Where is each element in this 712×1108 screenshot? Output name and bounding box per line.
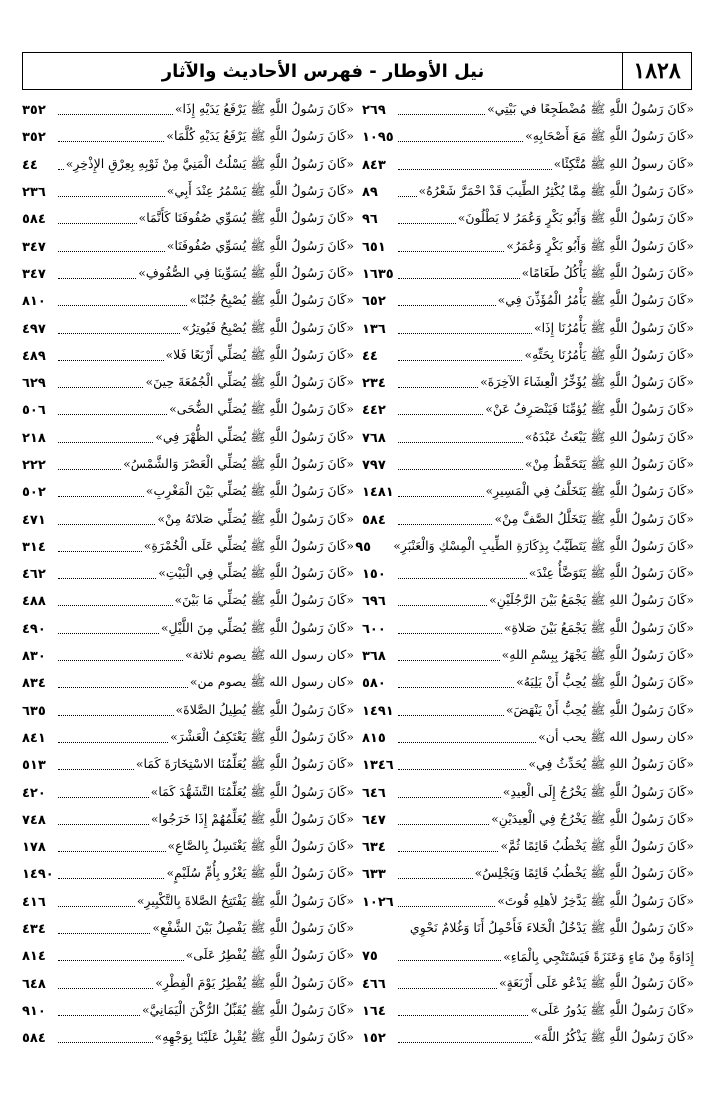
index-column-right: [355, 97, 694, 1052]
leader-dots: [58, 223, 137, 224]
hadith-text: «كَانَ رَسُولُ اللَّهِ ﷺ يُعَلِّمُنَا الاسْتِخَارَةَ كَمَا»: [135, 756, 354, 772]
leader-dots: [58, 797, 149, 798]
index-entry: [22, 834, 354, 861]
hadith-text: «كَانَ رَسُولُ اللَّهِ ﷺ يُقَبِّلُ الرُّكْنَ الْيَمَانِيَّ»: [141, 1001, 354, 1017]
leader-dots: [58, 114, 173, 115]
leader-dots: [398, 824, 489, 825]
leader-dots: [398, 878, 473, 879]
leader-dots: [58, 878, 164, 879]
leader-dots: [58, 1015, 140, 1016]
page-reference: ١٥٢: [362, 1031, 386, 1047]
page-reference: ٦٥٢: [362, 294, 386, 310]
index-entry: [22, 288, 354, 315]
hadith-text: «كَانَ رَسُولُ اللَّهِ ﷺ يُفْطِرُ يَوْمَ الْفِطْرِ»: [155, 974, 354, 990]
page-reference: ١٦٤: [362, 1003, 386, 1019]
hadith-text: «كَانَ رَسُولُ اللهِ ﷺ يَبْعَثُ عَبْدَهُ»: [524, 428, 694, 444]
index-entry: [362, 998, 694, 1025]
hadith-text: «كَانَ رَسُولُ اللَّهِ ﷺ يُصَلِّي أَرْبَعًا فَلا»: [165, 346, 354, 362]
page-reference: ٤٤: [22, 157, 38, 173]
hadith-text: «كَانَ رَسُولُ اللَّهِ ﷺ وَأَبُو بَكْرٍ وَعُمَرُ لا يَطْلُونَ»: [457, 210, 694, 226]
page-reference: ٢٣٦: [22, 185, 46, 201]
page-header: [22, 52, 692, 90]
page-reference: ٤٦٦: [362, 976, 386, 992]
hadith-text: «كَانَ رَسُولُ اللَّهِ ﷺ يُصَلِّي مِنَ اللَّيْلِ»: [160, 619, 354, 635]
hadith-text: «كَانَ رَسُولُ اللَّهِ ﷺ وَأَبُو بَكْرٍ وَعُمَرُ»: [506, 237, 694, 253]
hadith-text: «كَانَ رَسُولُ اللَّهِ ﷺ مَعَ أَصْحَابِهِ»: [525, 128, 694, 144]
hadith-text: «كَانَ رَسُولُ اللَّهِ ﷺ يُصَلِّي الظُّهْرَ فِي»: [155, 428, 354, 444]
page-reference: ٩٦: [362, 212, 378, 228]
hadith-text: «كَانَ رَسُولُ اللَّهِ ﷺ يَتَخَلَّفُ فِي الْمَسِيرِ»: [485, 483, 694, 499]
leader-dots: [398, 414, 483, 415]
leader-dots: [58, 633, 159, 634]
page-reference: ٦٣٥: [22, 703, 46, 719]
leader-dots: [58, 906, 135, 907]
leader-dots: [58, 824, 149, 825]
page-reference: ٦٤٧: [362, 812, 386, 828]
page-reference: ٨٩: [362, 185, 378, 201]
leader-dots: [58, 305, 187, 306]
leader-dots: [398, 141, 523, 142]
page-reference: ٨٣٠: [22, 649, 46, 665]
index-entry: [362, 152, 694, 179]
index-entry: [362, 397, 694, 424]
hadith-text: «كَانَ رَسُولُ اللَّهِ ﷺ يَأْمُرُنَا بِحَتِّهِ»: [524, 346, 694, 362]
hadith-text: «كَانَ رَسُولُ اللَّهِ ﷺ يُعَلِّمُنَا التَّشَهُّدَ كَمَا»: [150, 783, 354, 799]
hadith-text: «كَانَ رَسُولُ اللَّهِ ﷺ يَتَطَيَّبُ بِذِكَارَةِ الطِّيبِ الْمِسْكِ وَالْعَنْبَرِ»: [393, 537, 694, 553]
hadith-text: «كَانَ رَسُولُ اللَّهِ ﷺ يُصَلِّي الْعَصْرَ وَالشَّمْسُ»: [123, 456, 354, 471]
leader-dots: [398, 469, 523, 470]
page-reference: ٣٥٢: [22, 103, 46, 119]
page-reference: ٦٤٦: [362, 785, 386, 801]
index-entry: [362, 206, 694, 233]
page-reference: ٢٢٢: [22, 458, 46, 473]
hadith-text: «كَانَ رَسُولُ اللَّهِ ﷺ يُصَلِّي مَا بَيْنَ»: [174, 592, 354, 608]
leader-dots: [58, 496, 144, 497]
page-reference: ٦٣٤: [362, 840, 386, 856]
index-entry: [22, 670, 354, 697]
page-reference: ١٧٨: [22, 840, 46, 856]
page-reference: ٤٤: [362, 348, 378, 364]
index-entry: [22, 179, 354, 206]
hadith-text: «كان رسول الله ﷺ يصوم ثلاثة»: [184, 647, 354, 663]
page-reference: ٦٢٩: [22, 376, 46, 392]
page-reference: ١٣٦: [362, 321, 386, 337]
page-reference: ١٦٣٥: [362, 266, 394, 282]
hadith-text: «كَانَ رَسُولُ اللَّهِ ﷺ يَتَخَلَّلُ الصَّفَّ مِنْ»: [494, 510, 694, 526]
hadith-text: «كَانَ رَسُولُ اللَّهِ ﷺ يُطِيلُ الصَّلاةَ»: [175, 701, 354, 717]
leader-dots: [58, 278, 136, 279]
hadith-text: «كَانَ رَسُولُ اللَّهِ ﷺ يَدْخُلُ الْخَلاءَ فَأَحْمِلُ أَنَا وَغُلامٌ نَحْوِي: [409, 920, 694, 936]
index-entry: [22, 588, 354, 615]
hadith-text: «كَانَ رَسُولُ اللَّهِ ﷺ يُصْبِحُ جُنُبًا»: [189, 292, 354, 308]
index-entry: [362, 971, 694, 998]
page-reference: ٨١٥: [362, 730, 386, 746]
hadith-text: «كَانَ رَسُولُ اللَّهِ ﷺ يُسَوِّي صُفُوفَنَا»: [166, 237, 354, 253]
page-reference: ٤٨٨: [22, 594, 46, 610]
index-column-left: [22, 97, 354, 1052]
hadith-text: «كَانَ رَسُولُ اللَّهِ ﷺ يَخْرُجُ إِلَى الْعِيدِ»: [502, 783, 694, 799]
page-reference: ٣٤٧: [22, 239, 46, 255]
index-entry: [362, 561, 694, 588]
page-reference: ٨١٤: [22, 949, 46, 965]
index-entry: [22, 452, 354, 479]
index-entry: [362, 452, 694, 479]
index-entry: [362, 124, 694, 151]
index-entry: [362, 179, 694, 206]
hadith-text: «كَانَ رَسُولُ اللَّهِ ﷺ يُفْطِرُ عَلَى»: [185, 947, 354, 963]
leader-dots: [398, 687, 514, 688]
leader-dots: [58, 414, 167, 415]
hadith-text: «كَانَ رَسُولُ اللَّهِ ﷺ مُضْطَجِعًا في بَيْتِي»: [487, 101, 694, 117]
leader-dots: [58, 578, 156, 579]
page-reference: ٨٤٣: [362, 157, 386, 173]
leader-dots: [58, 141, 164, 142]
page-reference: ٦٥١: [362, 239, 386, 255]
page-reference: ١٣٤٦: [362, 758, 394, 774]
hadith-text: «كان رسول الله ﷺ يحب أن»: [538, 728, 694, 744]
page-number: ١٨٢٨: [622, 53, 691, 89]
hadith-text: «كَانَ رَسُولُ اللَّهِ ﷺ يَفْصِلُ بَيْنَ الشَّفْعِ»: [152, 920, 354, 936]
page-reference: ١٤٩١: [362, 703, 394, 719]
hadith-text: «كَانَ رَسُولُ اللَّهِ ﷺ يَأْكُلُ طَعَامًا»: [521, 264, 694, 280]
hadith-text: «كَانَ رَسُولُ اللَّهِ ﷺ يَخْرُجُ فِي الْعِيدَيْنِ»: [491, 810, 694, 826]
page-reference: ٤٦٢: [22, 567, 46, 583]
hadith-text: «كَانَ رَسُولُ اللَّهِ ﷺ يُصَلِّي فِي الْبَيْتِ»: [158, 565, 354, 581]
hadith-text: «كَانَ رَسُولُ اللَّهِ ﷺ يُحِبُّ أَنْ يَنْهَضَ»: [505, 701, 694, 717]
page-reference: ٤٨٩: [22, 348, 46, 364]
hadith-text: «كَانَ رَسُولُ اللَّهِ ﷺ يَغْتَسِلُ بِالصَّاعِ»: [167, 838, 354, 854]
index-entry: [362, 643, 694, 670]
hadith-text: «كَانَ رَسُولُ اللَّهِ ﷺ يُصْبِحُ فَيُوتِرُ»: [181, 319, 354, 335]
leader-dots: [398, 223, 456, 224]
index-entry: [22, 261, 354, 288]
leader-dots: [398, 906, 495, 907]
page-reference: ١٥٠: [362, 567, 386, 583]
page-reference: ٣١٤: [22, 539, 46, 555]
index-entry: [22, 370, 354, 397]
index-entry: [362, 916, 694, 943]
index-entry: [22, 343, 354, 370]
leader-dots: [398, 1015, 528, 1016]
hadith-text: «كَانَ رَسُولُ اللَّهِ ﷺ يَدَّخِرُ لأهلِهِ قُوتَ»: [497, 892, 694, 908]
leader-dots: [398, 605, 487, 606]
hadith-text: «كَانَ رَسُولُ اللَّهِ ﷺ مِمَّا يُكْثِرُ الطِّيبَ قَدْ احْمَرَّ شَعْرُهُ»: [418, 183, 694, 199]
leader-dots: [58, 360, 164, 361]
leader-dots: [58, 960, 184, 961]
leader-dots: [398, 196, 417, 197]
hadith-text: «كَانَ رَسُولُ اللَّهِ ﷺ يُصَلِّي صَلاتَهُ مِنْ»: [157, 510, 354, 526]
hadith-text: «كَانَ رَسُولُ اللَّهِ ﷺ يَجْهَرُ بِبِسْمِ اللهِ»: [501, 647, 694, 663]
hadith-text: «كَانَ رَسُولُ اللَّهِ ﷺ يُسَوِّي صُفُوفَنَا كَأَنَّمَا»: [138, 210, 354, 226]
hadith-text: «كَانَ رَسُولُ اللَّهِ ﷺ يَسْمُرُ عِنْدَ أَبِي»: [166, 183, 354, 199]
leader-dots: [398, 1042, 532, 1043]
index-entry: [362, 725, 694, 752]
index-entry: [362, 834, 694, 861]
page-title: نيل الأوطار - فهرس الأحاديث والآثار: [161, 60, 485, 82]
hadith-text: «كَانَ رَسُولُ اللَّهِ ﷺ يَعْتَكِفُ الْعَشْرَ»: [170, 728, 354, 744]
index-entry: [362, 670, 694, 697]
index-entry: [22, 698, 354, 725]
index-entry: [355, 534, 694, 561]
page-reference: ٦٠٠: [362, 621, 386, 637]
page-reference: ٥٨٠: [362, 676, 386, 692]
leader-dots: [58, 605, 173, 606]
hadith-text: «كَانَ رَسُولُ اللَّهِ ﷺ يُعَلِّمُهُمْ إِذَا خَرَجُوا»: [150, 810, 354, 826]
leader-dots: [58, 988, 153, 989]
index-entry: [22, 152, 354, 179]
leader-dots: [398, 988, 497, 989]
index-entry: [22, 479, 354, 506]
hadith-text: «كَانَ رَسُولُ اللَّهِ ﷺ يُصَلِّي عَلَى الْخُمْرَةِ»: [143, 537, 354, 553]
index-entry: [22, 315, 354, 342]
index-entry: [22, 916, 354, 943]
leader-dots: [58, 196, 165, 197]
index-entry: [362, 1025, 694, 1052]
page-reference: ٨٣٤: [22, 676, 46, 692]
index-entry: [22, 97, 354, 124]
page-reference: ٦٩٦: [362, 594, 386, 610]
leader-dots: [58, 524, 155, 525]
leader-dots: [398, 633, 502, 634]
index-entry: [22, 643, 354, 670]
hadith-text: «كَانَ رَسُولُ اللهِ ﷺ يَجْمَعُ بَيْنَ الرَّجُلَيْنِ»: [489, 592, 694, 608]
page-reference: ٩٥: [355, 539, 372, 555]
index-entry: [22, 861, 354, 888]
hadith-text: «كَانَ رَسُولُ اللَّهِ ﷺ يَجْمَعُ بَيْنَ صَلاةِ»: [503, 619, 694, 635]
index-entry: [362, 97, 694, 124]
hadith-text: «كَانَ رَسُولُ اللَّهِ ﷺ يَخْطُبُ قَائِمًا وَيَجْلِسُ»: [474, 865, 694, 881]
hadith-text: «كَانَ رَسُولُ اللَّهِ ﷺ يَدُورُ عَلَى»: [530, 1001, 694, 1017]
leader-dots: [58, 1042, 153, 1043]
index-entry: [22, 425, 354, 452]
leader-dots: [398, 524, 492, 525]
index-entry: [22, 124, 354, 151]
hadith-text: «كَانَ رَسُولُ اللَّهِ ﷺ يُسَوِّينَا فِي الصُّفُوفِ»: [138, 264, 354, 280]
leader-dots: [398, 114, 485, 115]
index-entry: [22, 998, 354, 1025]
hadith-text: «كَانَ رَسُولُ اللَّهِ ﷺ يُصَلِّي الضُّحَى»: [169, 401, 354, 417]
page-reference: ٥٠٢: [22, 485, 46, 501]
index-entry: [362, 588, 694, 615]
leader-dots: [398, 715, 504, 716]
leader-dots: [58, 715, 174, 716]
page-reference: ٧٩٧: [362, 458, 386, 473]
page-reference: ٥١٣: [22, 758, 46, 774]
index-entry: [362, 807, 694, 834]
page-reference: ٤٩٧: [22, 321, 46, 337]
page-reference: ٤٢٠: [22, 785, 46, 801]
page-reference: ٨١٠: [22, 294, 46, 310]
hadith-text: إِدَاوَةً مِنْ مَاءٍ وَعَنَزَةً فَيَسْتَنْجِي بِالْمَاءِ»: [503, 949, 694, 965]
leader-dots: [398, 442, 523, 443]
hadith-text: «كَانَ رَسُولُ اللَّهِ ﷺ يَأْمُرُنَا إِذَا»: [533, 319, 694, 335]
page-reference: ٤٩٠: [22, 621, 46, 637]
leader-dots: [58, 851, 166, 852]
index-entry: [362, 506, 694, 533]
index-entry: [362, 370, 694, 397]
page-reference: ٤١٦: [22, 894, 46, 910]
page-reference: ٧٥: [362, 949, 378, 965]
hadith-text: «كَانَ رَسُولُ اللَّهِ ﷺ يَفْتَتِحُ الصَّلاةَ بِالتَّكْبِيرِ»: [136, 892, 354, 908]
index-entry: [362, 889, 694, 916]
page-reference: ٤٣٤: [22, 922, 46, 938]
leader-dots: [58, 551, 142, 552]
index-entry: [362, 343, 694, 370]
hadith-text: «كَانَ رَسُولُ اللَّهِ ﷺ يُحِبُّ أَنْ يَلِيَهُ»: [516, 674, 694, 690]
leader-dots: [58, 251, 165, 252]
index-entry: [22, 506, 354, 533]
page-reference: ٩١٠: [22, 1003, 46, 1019]
hadith-text: «كَانَ رَسُولُ اللَّهِ ﷺ يُصَلِّي الْجُمُعَةَ حِينَ»: [145, 374, 354, 390]
hadith-text: «كَانَ رَسُولُ اللهِ ﷺ يُحَدِّثُ فِي»: [528, 756, 694, 772]
index-entry: [362, 233, 694, 260]
leader-dots: [398, 387, 478, 388]
leader-dots: [58, 169, 64, 170]
leader-dots: [398, 960, 501, 961]
leader-dots: [58, 387, 143, 388]
page-reference: ٣٤٧: [22, 266, 46, 282]
leader-dots: [398, 305, 496, 306]
leader-dots: [398, 742, 536, 743]
index-entry: [22, 616, 354, 643]
index-entry: [22, 971, 354, 998]
index-entry: [362, 779, 694, 806]
hadith-text: «كان رسول الله ﷺ يصوم من»: [189, 674, 354, 690]
leader-dots: [398, 333, 532, 334]
page-reference: ٢٦٩: [362, 103, 386, 119]
hadith-text: «كَانَ رَسُولُ اللَّهِ ﷺ يُصَلِّي بَيْنَ الْمَغْرِبِ»: [145, 483, 354, 499]
leader-dots: [398, 769, 526, 770]
hadith-text: «كَانَ رَسُولُ اللَّهِ ﷺ يَذْكُرُ اللَّهَ»: [533, 1029, 694, 1045]
hadith-text: «كَانَ رَسُولُ اللَّهِ ﷺ يُقْبِلُ عَلَيْنَا بِوَجْهِهِ»: [154, 1029, 354, 1045]
leader-dots: [398, 797, 501, 798]
leader-dots: [398, 578, 527, 579]
index-entry: [22, 725, 354, 752]
leader-dots: [58, 933, 150, 934]
hadith-text: «كَانَ رَسُولُ اللَّهِ ﷺ يَخْطُبُ قَائِمًا ثُمَّ»: [500, 838, 694, 854]
page-reference: ٦٣٣: [362, 867, 386, 883]
index-entry: [362, 288, 694, 315]
index-entry: [362, 479, 694, 506]
hadith-text: «كَانَ رَسُولُ اللَّهِ ﷺ يُؤمِّنَا فَيَنْصَرِفُ عَنْ»: [485, 401, 694, 417]
leader-dots: [398, 169, 552, 170]
page-reference: ٢١٨: [22, 430, 46, 446]
hadith-text: «كَانَ رَسُولُ اللَّهِ ﷺ يَدْعُو عَلَى أَرْبَعَةٍ»: [498, 974, 694, 990]
page-reference: ١٠٩٥: [362, 130, 394, 146]
index-entry: [22, 779, 354, 806]
leader-dots: [58, 333, 180, 334]
page-reference: ١٤٩٠: [22, 867, 54, 883]
leader-dots: [398, 851, 498, 852]
index-entry: [22, 752, 354, 779]
index-entry: [22, 943, 354, 970]
index-entry: [22, 397, 354, 424]
hadith-text: «كَانَ رَسُولُ اللَّهِ ﷺ يَغْزُو بِأُمِّ سُلَيْمٍ»: [166, 865, 354, 881]
leader-dots: [58, 769, 134, 770]
page-reference: ٧٤٨: [22, 812, 46, 828]
index-entry: [22, 534, 354, 561]
leader-dots: [58, 469, 121, 470]
leader-dots: [398, 278, 520, 279]
hadith-text: «كَانَ رَسُولُ اللَّهِ ﷺ يَرْفَعُ يَدَيْهِ كُلَّمَا»: [166, 128, 354, 144]
page-reference: ٦٤٨: [22, 976, 46, 992]
hadith-text: «كَانَ رَسُولُ اللهِ ﷺ يَتَحَفَّظُ مِنْ»: [524, 456, 694, 471]
index-entry: [362, 943, 694, 970]
hadith-text: «كَانَ رَسُولُ اللَّهِ ﷺ يُؤَخِّرُ الْعِشَاءَ الآخِرَةَ»: [480, 374, 694, 390]
page-reference: ٤٤٢: [362, 403, 386, 419]
index-entry: [22, 889, 354, 916]
index-entry: [362, 315, 694, 342]
index-entry: [22, 233, 354, 260]
page-reference: ٤٧١: [22, 512, 46, 528]
index-entry: [22, 206, 354, 233]
page-reference: ٥٠٦: [22, 403, 46, 419]
hadith-text: «كَانَ رَسُولُ اللَّهِ ﷺ يَأْمُرُ الْمُؤَذِّنَ فِي»: [497, 292, 694, 308]
page-reference: ٥٨٤: [22, 212, 46, 228]
page-reference: ٥٨٤: [22, 1031, 46, 1047]
leader-dots: [398, 360, 522, 361]
leader-dots: [58, 442, 153, 443]
page-reference: ٣٥٢: [22, 130, 46, 146]
page-reference: ٨٤١: [22, 730, 46, 746]
leader-dots: [58, 687, 188, 688]
index-entry: [362, 698, 694, 725]
page-reference: ٥٨٤: [362, 512, 386, 528]
index-entry: [362, 861, 694, 888]
page-reference: ٢٣٤: [362, 376, 386, 392]
page-reference: ٣٦٨: [362, 649, 386, 665]
index-entry: [22, 1025, 354, 1052]
index-entry: [362, 752, 694, 779]
index-entry: [362, 425, 694, 452]
index-entry: [22, 807, 354, 834]
leader-dots: [58, 660, 183, 661]
index-entry: [362, 616, 694, 643]
hadith-text: «كَانَ رسولُ اللهِ ﷺ مُتَّكِئًا»: [553, 155, 694, 171]
leader-dots: [398, 251, 504, 252]
index-entry: [362, 261, 694, 288]
hadith-text: «كَانَ رَسُولُ اللَّهِ ﷺ يَرْفَعُ يَدَيْهِ إِذَا»: [174, 101, 354, 117]
page-reference: ٧٦٨: [362, 430, 386, 446]
leader-dots: [398, 660, 500, 661]
hadith-text: «كَانَ رَسُولُ اللَّهِ ﷺ يَتَوَضَّأُ عِنْدَ»: [528, 565, 694, 581]
index-entry: [22, 561, 354, 588]
leader-dots: [58, 742, 168, 743]
page-reference: ١٠٢٦: [362, 894, 394, 910]
hadith-text: «كَانَ رَسُولُ اللَّهِ ﷺ يَسْلُتُ الْمَنِيَّ مِنْ ثَوْبِهِ بِعِرْقِ الإِذْخِرِ»: [65, 155, 354, 171]
leader-dots: [398, 496, 484, 497]
page-reference: ١٤٨١: [362, 485, 394, 501]
